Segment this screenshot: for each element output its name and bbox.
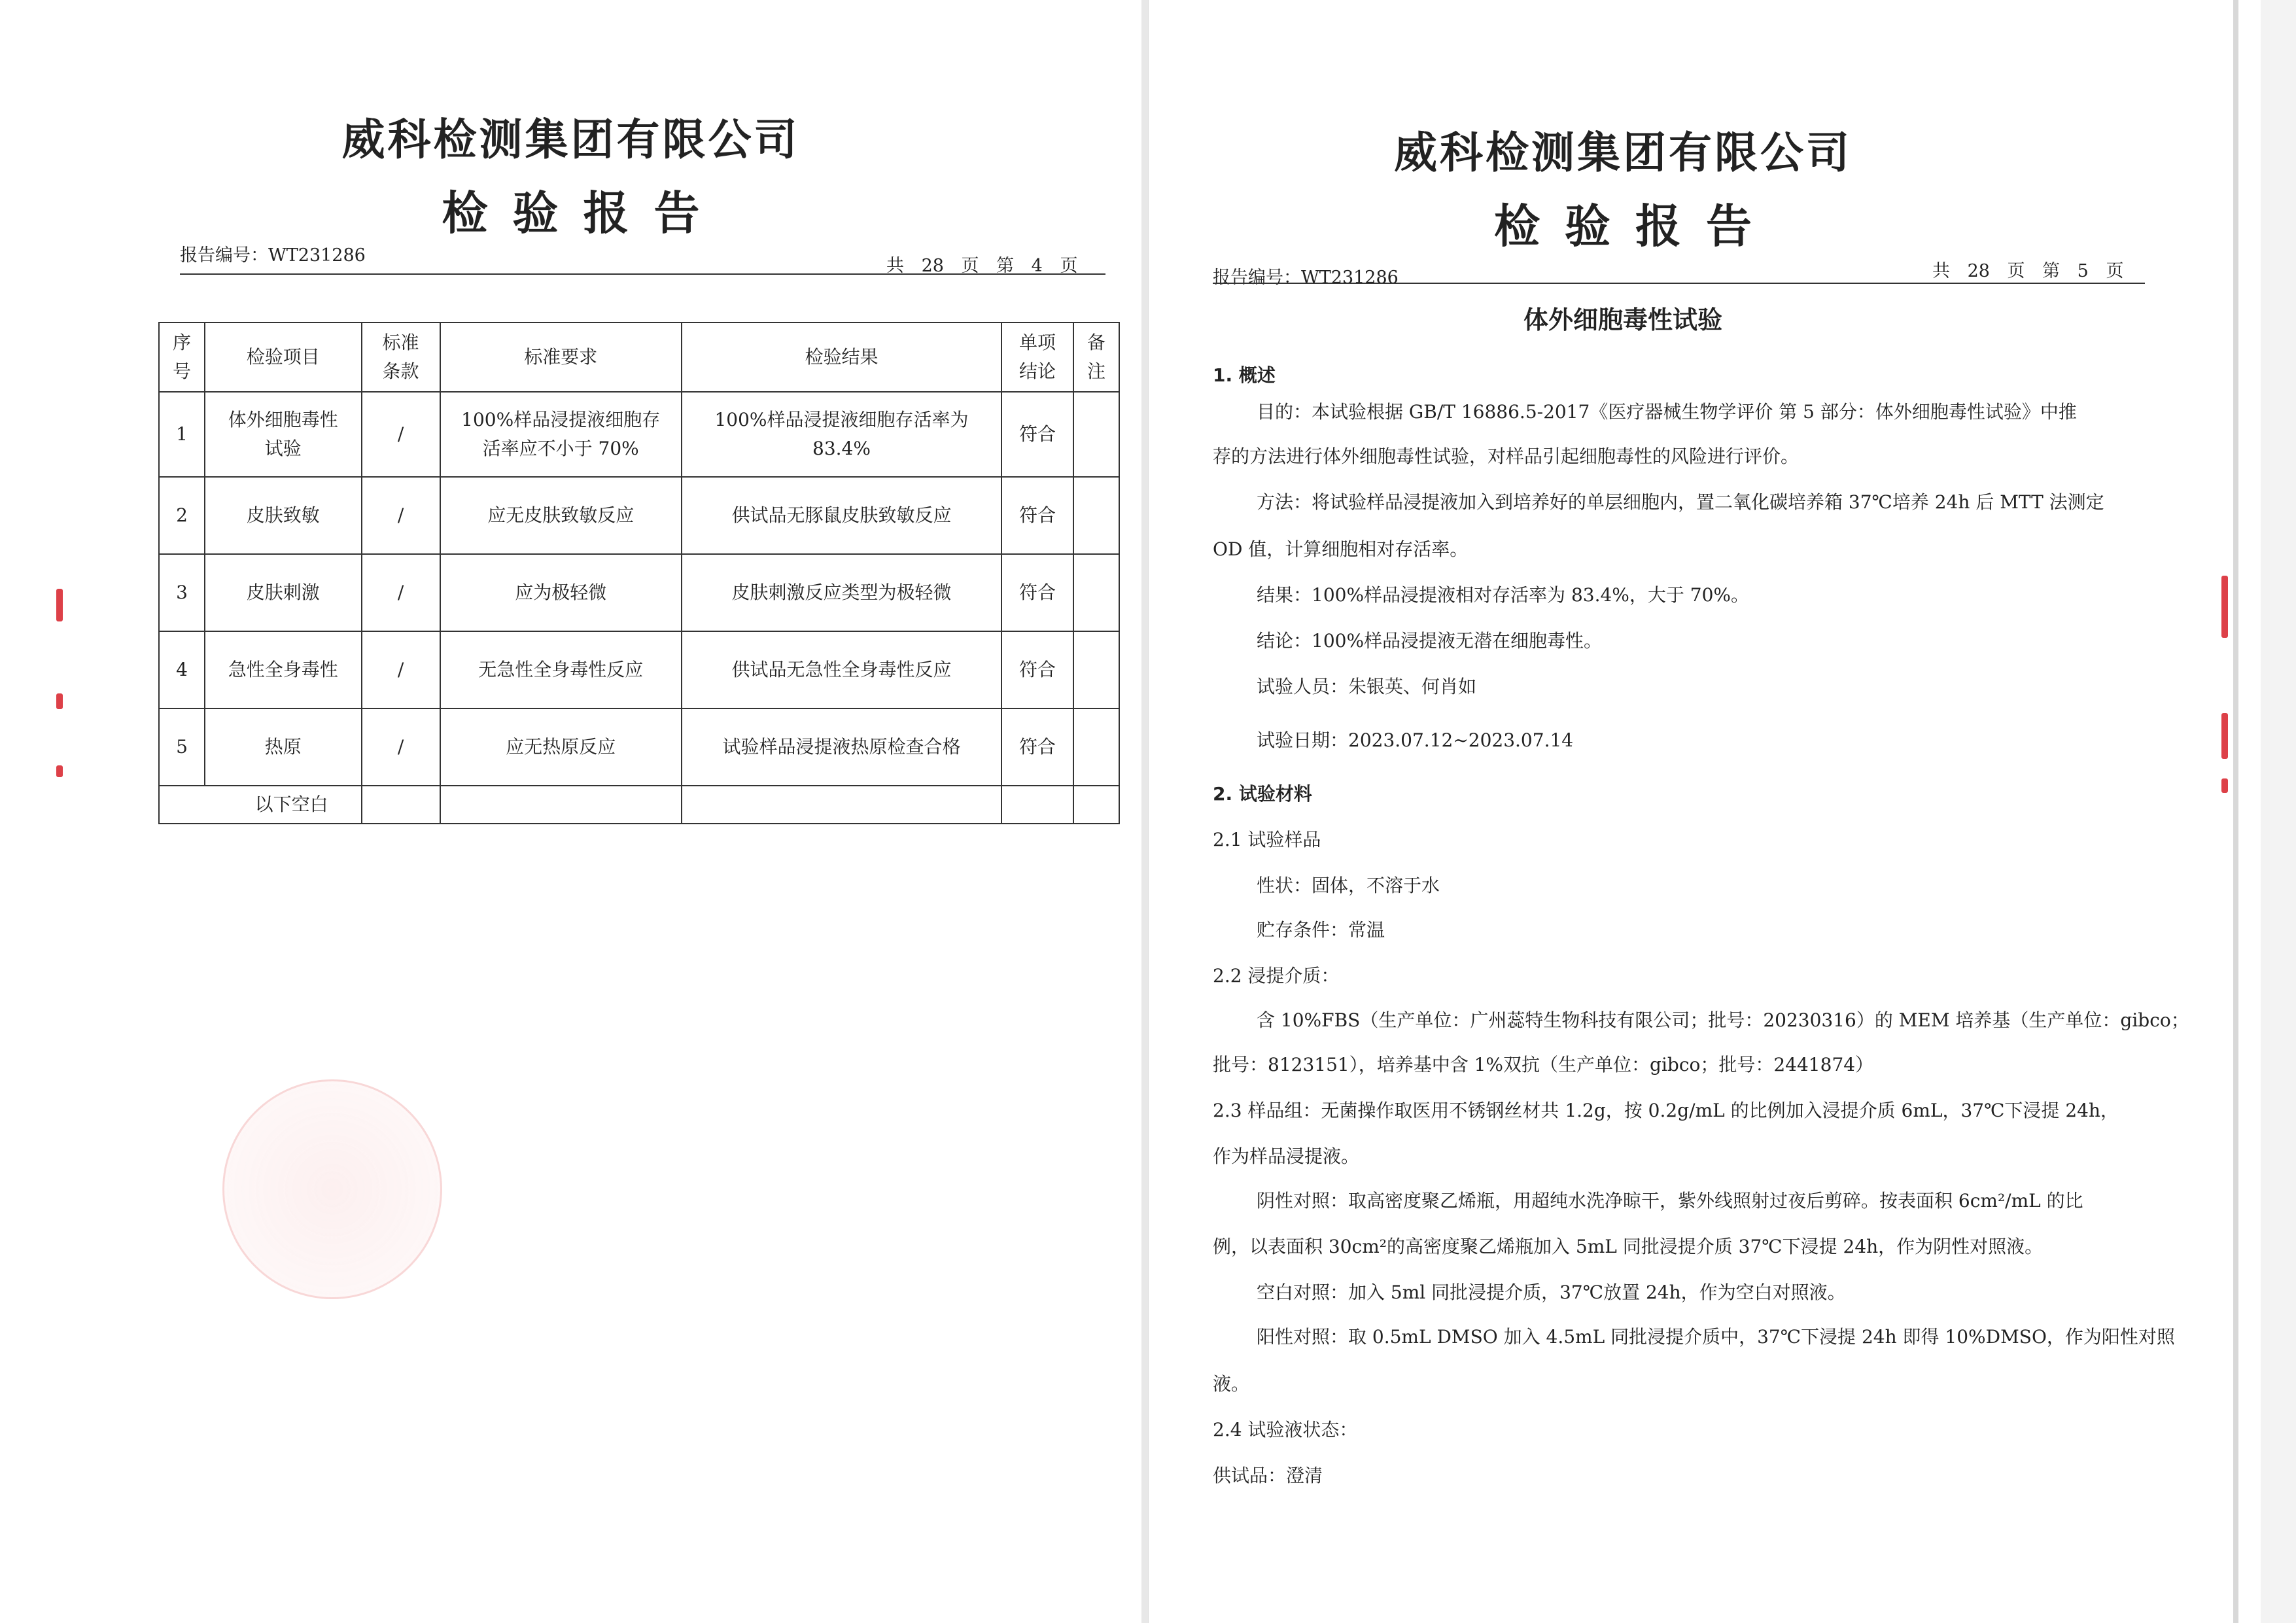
cell-empty [362, 786, 440, 824]
seam-seal-mark [2221, 576, 2228, 638]
header-rule [180, 273, 1105, 275]
cell-requirement: 应无皮肤致敏反应 [440, 477, 682, 554]
cell-conclusion: 符合 [1001, 708, 1073, 786]
cell-clause: / [362, 554, 440, 631]
cell-index: 2 [159, 477, 205, 554]
report-page-4 [0, 0, 1141, 1623]
body-line: 空白对照：加入 5ml 同批浸提介质，37℃放置 24h，作为空白对照液。 [1257, 1282, 1846, 1303]
cell-conclusion: 符合 [1001, 554, 1073, 631]
cell-result: 供试品无急性全身毒性反应 [682, 631, 1001, 708]
cell-requirement: 100%样品浸提液细胞存活率应不小于 70% [440, 392, 682, 477]
page-info: 共 28 页 第 5 页 [1932, 261, 2124, 281]
seam-seal-mark [56, 693, 63, 709]
cell-clause: / [362, 477, 440, 554]
body-line: 试验人员：朱银英、何肖如 [1257, 676, 1477, 697]
table-row [159, 477, 1119, 554]
cell-item: 体外细胞毒性试验 [205, 392, 362, 477]
cell-requirement: 应无热原反应 [440, 708, 682, 786]
body-line: 结果：100%样品浸提液相对存活率为 83.4%，大于 70%。 [1257, 584, 1750, 606]
seam-seal-mark [2221, 778, 2228, 793]
heading-materials: 2. 试验材料 [1213, 783, 1312, 805]
body-line: 2.4 试验液状态： [1213, 1419, 1358, 1440]
cell-item: 热原 [205, 708, 362, 786]
body-line: 结论：100%样品浸提液无潜在细胞毒性。 [1257, 630, 1603, 652]
body-line: 含 10%FBS（生产单位：广州蕊特生物科技有限公司；批号：20230316）的 MEM 培养基（生产单位：gibco； [1257, 1009, 2189, 1031]
body-line: 阳性对照：取 0.5mL DMSO 加入 4.5mL 同批浸提介质中，37℃下浸提 24h 即得 10%DMSO，作为阳性对照 [1257, 1326, 2175, 1348]
cell-empty [440, 786, 682, 824]
company-name: 威科检测集团有限公司 [341, 114, 800, 165]
body-line: 作为样品浸提液。 [1213, 1145, 1360, 1167]
body-line: 荐的方法进行体外细胞毒性试验，对样品引起细胞毒性的风险进行评价。 [1213, 445, 1800, 467]
body-line: 性状：固体，不溶于水 [1257, 875, 1440, 896]
seam-seal-mark [2221, 713, 2228, 759]
cell-empty [1001, 786, 1073, 824]
cell-clause: / [362, 708, 440, 786]
header-result: 检验结果 [682, 323, 1001, 392]
body-line: 批号：8123151），培养基中含 1%双抗（生产单位：gibco；批号：2441874） [1213, 1054, 1874, 1075]
cell-clause: / [362, 631, 440, 708]
cell-requirement: 应为极轻微 [440, 554, 682, 631]
cell-conclusion: 符合 [1001, 477, 1073, 554]
cell-index: 4 [159, 631, 205, 708]
faded-seal [222, 1079, 442, 1299]
body-line: 贮存条件：常温 [1257, 919, 1385, 941]
cell-item: 皮肤致敏 [205, 477, 362, 554]
header-remark: 备注 [1073, 323, 1119, 392]
header-clause: 标准条款 [362, 323, 440, 392]
cell-remark [1073, 554, 1119, 631]
page-edge [2233, 0, 2238, 1623]
body-line: 阴性对照：取高密度聚乙烯瓶，用超纯水洗净晾干，紫外线照射过夜后剪碎。按表面积 6cm²/mL 的比 [1257, 1190, 2083, 1212]
seam-seal-mark [56, 589, 63, 621]
body-line: 2.3 样品组：无菌操作取医用不锈钢丝材共 1.2g，按 0.2g/mL 的比例加入浸提介质 6mL，37℃下浸提 24h， [1213, 1100, 2119, 1121]
seam-seal-mark [56, 765, 63, 777]
cell-remark [1073, 392, 1119, 477]
cell-index: 1 [159, 392, 205, 477]
cell-empty [1073, 786, 1119, 824]
table-row [159, 554, 1119, 631]
report-title: 检验报告 [1494, 200, 1777, 253]
table-row [159, 392, 1119, 477]
cell-result: 试验样品浸提液热原检查合格 [682, 708, 1001, 786]
body-line: 供试品：澄清 [1213, 1465, 1323, 1486]
cell-index: 5 [159, 708, 205, 786]
page-info: 共 28 页 第 4 页 [886, 256, 1078, 276]
table-header-row [159, 323, 1119, 392]
header-index: 序号 [159, 323, 205, 392]
header-item: 检验项目 [205, 323, 362, 392]
table-row-blank [159, 786, 1119, 824]
report-title: 检验报告 [442, 186, 725, 240]
cell-remark [1073, 708, 1119, 786]
report-page-5 [1148, 0, 2261, 1623]
header-conclusion: 单项结论 [1001, 323, 1073, 392]
blank-row-label: 以下空白 [159, 786, 362, 824]
cell-remark [1073, 477, 1119, 554]
cell-remark [1073, 631, 1119, 708]
cell-result: 皮肤刺激反应类型为极轻微 [682, 554, 1001, 631]
report-number: 报告编号：WT231286 [1213, 268, 1399, 288]
section-title: 体外细胞毒性试验 [1523, 305, 1722, 334]
company-name: 威科检测集团有限公司 [1394, 128, 1852, 178]
heading-overview: 1. 概述 [1213, 364, 1276, 386]
body-line: 2.1 试验样品 [1213, 829, 1321, 850]
body-line: 目的：本试验根据 GB/T 16886.5-2017《医疗器械生物学评价 第 5 部分：体外细胞毒性试验》中推 [1257, 401, 2077, 423]
body-line: 方法：将试验样品浸提液加入到培养好的单层细胞内，置二氧化碳培养箱 37℃培养 24h 后 MTT 法测定 [1257, 491, 2104, 513]
table-row [159, 631, 1119, 708]
cell-empty [682, 786, 1001, 824]
cell-item: 急性全身毒性 [205, 631, 362, 708]
test-items-table [158, 322, 1120, 824]
header-requirement: 标准要求 [440, 323, 682, 392]
cell-conclusion: 符合 [1001, 392, 1073, 477]
cell-conclusion: 符合 [1001, 631, 1073, 708]
header-rule [1213, 283, 2145, 284]
body-line: 例，以表面积 30cm²的高密度聚乙烯瓶加入 5mL 同批浸提介质 37℃下浸提 24h，作为阴性对照液。 [1213, 1236, 2044, 1257]
table-row [159, 708, 1119, 786]
cell-clause: / [362, 392, 440, 477]
report-number: 报告编号：WT231286 [180, 245, 366, 266]
cell-result: 供试品无豚鼠皮肤致敏反应 [682, 477, 1001, 554]
body-line: 液。 [1213, 1373, 1250, 1395]
body-line: 2.2 浸提介质： [1213, 965, 1340, 986]
cell-item: 皮肤刺激 [205, 554, 362, 631]
body-line: 试验日期：2023.07.12~2023.07.14 [1257, 729, 1574, 751]
cell-requirement: 无急性全身毒性反应 [440, 631, 682, 708]
body-line: OD 值，计算细胞相对存活率。 [1213, 538, 1469, 560]
cell-result: 100%样品浸提液细胞存活率为 83.4% [682, 392, 1001, 477]
cell-index: 3 [159, 554, 205, 631]
page-gutter [1141, 0, 1148, 1623]
